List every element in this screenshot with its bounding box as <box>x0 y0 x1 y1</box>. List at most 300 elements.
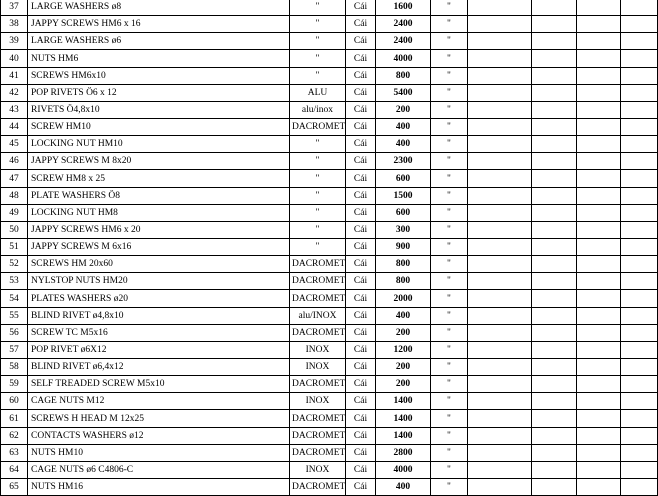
ditto-cell[interactable]: " <box>431 376 468 393</box>
row-number-cell[interactable]: 43 <box>1 101 28 118</box>
unit-cell[interactable]: Cái <box>346 358 376 375</box>
empty-cell[interactable] <box>621 0 658 16</box>
ditto-cell[interactable]: " <box>431 461 468 478</box>
empty-cell[interactable] <box>577 238 621 255</box>
empty-cell[interactable] <box>621 101 658 118</box>
row-number-cell[interactable]: 65 <box>1 478 28 495</box>
empty-cell[interactable] <box>468 16 532 33</box>
unit-cell[interactable]: Cái <box>346 67 376 84</box>
empty-cell[interactable] <box>621 84 658 101</box>
row-number-cell[interactable]: 59 <box>1 376 28 393</box>
empty-cell[interactable] <box>577 410 621 427</box>
empty-cell[interactable] <box>532 478 577 495</box>
material-cell[interactable]: DACROMET <box>290 478 346 495</box>
quantity-cell[interactable]: 1600 <box>376 0 431 16</box>
empty-cell[interactable] <box>532 290 577 307</box>
quantity-cell[interactable]: 2000 <box>376 290 431 307</box>
table-row <box>1 256 658 273</box>
material-cell[interactable]: DACROMET <box>290 273 346 290</box>
empty-cell[interactable] <box>577 221 621 238</box>
empty-cell[interactable] <box>577 67 621 84</box>
empty-cell[interactable] <box>621 290 658 307</box>
table-row <box>1 33 658 50</box>
empty-cell[interactable] <box>532 136 577 153</box>
ditto-cell[interactable]: " <box>431 256 468 273</box>
quantity-cell[interactable]: 2300 <box>376 153 431 170</box>
ditto-cell[interactable]: " <box>431 444 468 461</box>
empty-cell[interactable] <box>532 273 577 290</box>
quantity-cell[interactable]: 300 <box>376 221 431 238</box>
empty-cell[interactable] <box>621 256 658 273</box>
ditto-cell[interactable]: " <box>431 136 468 153</box>
empty-cell[interactable] <box>468 50 532 67</box>
row-number-cell[interactable]: 39 <box>1 33 28 50</box>
ditto-cell[interactable]: " <box>431 290 468 307</box>
material-cell[interactable]: DACROMET <box>290 290 346 307</box>
material-cell[interactable]: DACROMET <box>290 444 346 461</box>
empty-cell[interactable] <box>532 33 577 50</box>
table-row <box>1 324 658 341</box>
empty-cell[interactable] <box>577 187 621 204</box>
ditto-cell[interactable]: " <box>431 478 468 495</box>
empty-cell[interactable] <box>468 153 532 170</box>
empty-cell[interactable] <box>468 221 532 238</box>
empty-cell[interactable] <box>577 153 621 170</box>
quantity-cell[interactable]: 400 <box>376 118 431 135</box>
empty-cell[interactable] <box>532 461 577 478</box>
ditto-cell[interactable]: " <box>431 170 468 187</box>
empty-cell[interactable] <box>532 427 577 444</box>
empty-cell[interactable] <box>577 33 621 50</box>
item-name-cell[interactable]: NUTS HM10 <box>28 444 290 461</box>
unit-cell[interactable]: Cái <box>346 324 376 341</box>
empty-cell[interactable] <box>577 50 621 67</box>
quantity-cell[interactable]: 600 <box>376 170 431 187</box>
quantity-cell[interactable]: 800 <box>376 67 431 84</box>
empty-cell[interactable] <box>468 393 532 410</box>
material-cell[interactable]: " <box>290 170 346 187</box>
material-cell[interactable]: ALU <box>290 84 346 101</box>
ditto-cell[interactable]: " <box>431 410 468 427</box>
material-cell[interactable]: " <box>290 153 346 170</box>
empty-cell[interactable] <box>468 0 532 16</box>
item-name-cell[interactable]: BLIND RIVET ø4,8x10 <box>28 307 290 324</box>
empty-cell[interactable] <box>468 324 532 341</box>
empty-cell[interactable] <box>577 478 621 495</box>
row-number-cell[interactable]: 44 <box>1 118 28 135</box>
unit-cell[interactable]: Cái <box>346 478 376 495</box>
ditto-cell[interactable]: " <box>431 221 468 238</box>
empty-cell[interactable] <box>468 204 532 221</box>
ditto-cell[interactable]: " <box>431 101 468 118</box>
item-name-cell[interactable]: LOCKING NUT HM8 <box>28 204 290 221</box>
unit-cell[interactable]: Cái <box>346 170 376 187</box>
empty-cell[interactable] <box>621 204 658 221</box>
row-number-cell[interactable]: 57 <box>1 341 28 358</box>
empty-cell[interactable] <box>532 204 577 221</box>
material-cell[interactable]: DACROMET <box>290 118 346 135</box>
empty-cell[interactable] <box>577 118 621 135</box>
empty-cell[interactable] <box>468 444 532 461</box>
empty-cell[interactable] <box>577 393 621 410</box>
ditto-cell[interactable]: " <box>431 33 468 50</box>
ditto-cell[interactable]: " <box>431 67 468 84</box>
empty-cell[interactable] <box>532 50 577 67</box>
row-number-cell[interactable]: 51 <box>1 238 28 255</box>
item-name-cell[interactable]: POP RIVETS Ö6 x 12 <box>28 84 290 101</box>
quantity-cell[interactable]: 400 <box>376 307 431 324</box>
quantity-cell[interactable]: 4000 <box>376 50 431 67</box>
ditto-cell[interactable]: " <box>431 238 468 255</box>
empty-cell[interactable] <box>532 324 577 341</box>
material-cell[interactable]: INOX <box>290 393 346 410</box>
empty-cell[interactable] <box>621 376 658 393</box>
item-name-cell[interactable]: JAPPY SCREWS HM6 x 20 <box>28 221 290 238</box>
item-name-cell[interactable]: LOCKING NUT HM10 <box>28 136 290 153</box>
empty-cell[interactable] <box>577 461 621 478</box>
material-cell[interactable]: " <box>290 221 346 238</box>
material-cell[interactable]: " <box>290 204 346 221</box>
empty-cell[interactable] <box>621 410 658 427</box>
quantity-cell[interactable]: 1400 <box>376 410 431 427</box>
unit-cell[interactable]: Cái <box>346 153 376 170</box>
item-name-cell[interactable]: SCREW TC M5x16 <box>28 324 290 341</box>
empty-cell[interactable] <box>468 307 532 324</box>
quantity-cell[interactable]: 600 <box>376 204 431 221</box>
material-cell[interactable]: " <box>290 67 346 84</box>
material-cell[interactable]: DACROMET <box>290 376 346 393</box>
empty-cell[interactable] <box>577 204 621 221</box>
item-name-cell[interactable]: LARGE WASHERS ø8 <box>28 0 290 16</box>
ditto-cell[interactable]: " <box>431 84 468 101</box>
item-name-cell[interactable]: BLIND RIVET ø6,4x12 <box>28 358 290 375</box>
empty-cell[interactable] <box>468 136 532 153</box>
empty-cell[interactable] <box>621 221 658 238</box>
unit-cell[interactable]: Cái <box>346 444 376 461</box>
quantity-cell[interactable]: 2400 <box>376 33 431 50</box>
unit-cell[interactable]: Cái <box>346 393 376 410</box>
empty-cell[interactable] <box>577 427 621 444</box>
ditto-cell[interactable]: " <box>431 204 468 221</box>
unit-cell[interactable]: Cái <box>346 427 376 444</box>
ditto-cell[interactable]: " <box>431 427 468 444</box>
row-number-cell[interactable]: 62 <box>1 427 28 444</box>
item-name-cell[interactable]: SCREW HM10 <box>28 118 290 135</box>
empty-cell[interactable] <box>532 187 577 204</box>
empty-cell[interactable] <box>468 427 532 444</box>
ditto-cell[interactable]: " <box>431 16 468 33</box>
empty-cell[interactable] <box>468 256 532 273</box>
empty-cell[interactable] <box>468 84 532 101</box>
table-row <box>1 153 658 170</box>
empty-cell[interactable] <box>621 118 658 135</box>
row-number-cell[interactable]: 53 <box>1 273 28 290</box>
row-number-cell[interactable]: 45 <box>1 136 28 153</box>
material-cell[interactable]: INOX <box>290 358 346 375</box>
quantity-cell[interactable]: 4000 <box>376 461 431 478</box>
row-number-cell[interactable]: 46 <box>1 153 28 170</box>
ditto-cell[interactable]: " <box>431 393 468 410</box>
empty-cell[interactable] <box>532 101 577 118</box>
empty-cell[interactable] <box>621 273 658 290</box>
quantity-cell[interactable]: 800 <box>376 273 431 290</box>
item-name-cell[interactable]: JAPPY SCREWS M 6x16 <box>28 238 290 255</box>
empty-cell[interactable] <box>577 290 621 307</box>
unit-cell[interactable]: Cái <box>346 256 376 273</box>
ditto-cell[interactable]: " <box>431 358 468 375</box>
empty-cell[interactable] <box>577 307 621 324</box>
empty-cell[interactable] <box>468 170 532 187</box>
quantity-cell[interactable]: 2400 <box>376 16 431 33</box>
material-cell[interactable]: " <box>290 33 346 50</box>
unit-cell[interactable]: Cái <box>346 50 376 67</box>
empty-cell[interactable] <box>577 256 621 273</box>
empty-cell[interactable] <box>532 16 577 33</box>
material-cell[interactable]: " <box>290 187 346 204</box>
empty-cell[interactable] <box>577 136 621 153</box>
material-cell[interactable]: DACROMET <box>290 427 346 444</box>
row-number-cell[interactable]: 58 <box>1 358 28 375</box>
item-name-cell[interactable]: POP RIVET ø6X12 <box>28 341 290 358</box>
unit-cell[interactable]: Cái <box>346 136 376 153</box>
quantity-cell[interactable]: 1200 <box>376 341 431 358</box>
row-number-cell[interactable]: 48 <box>1 187 28 204</box>
material-cell[interactable]: alu/inox <box>290 101 346 118</box>
material-cell[interactable]: DACROMET <box>290 324 346 341</box>
row-number-cell[interactable]: 37 <box>1 0 28 16</box>
item-name-cell[interactable]: PLATE WASHERS Ö8 <box>28 187 290 204</box>
unit-cell[interactable]: Cái <box>346 410 376 427</box>
row-number-cell[interactable]: 41 <box>1 67 28 84</box>
empty-cell[interactable] <box>621 67 658 84</box>
table-row <box>1 170 658 187</box>
unit-cell[interactable]: Cái <box>346 84 376 101</box>
empty-cell[interactable] <box>532 67 577 84</box>
unit-cell[interactable]: Cái <box>346 204 376 221</box>
quantity-cell[interactable]: 800 <box>376 256 431 273</box>
item-name-cell[interactable]: JAPPY SCREWS M 8x20 <box>28 153 290 170</box>
empty-cell[interactable] <box>532 410 577 427</box>
unit-cell[interactable]: Cái <box>346 0 376 16</box>
empty-cell[interactable] <box>532 393 577 410</box>
row-number-cell[interactable]: 50 <box>1 221 28 238</box>
empty-cell[interactable] <box>621 461 658 478</box>
empty-cell[interactable] <box>621 341 658 358</box>
empty-cell[interactable] <box>577 444 621 461</box>
unit-cell[interactable]: Cái <box>346 290 376 307</box>
unit-cell[interactable]: Cái <box>346 16 376 33</box>
quantity-cell[interactable]: 400 <box>376 478 431 495</box>
empty-cell[interactable] <box>577 0 621 16</box>
ditto-cell[interactable]: " <box>431 273 468 290</box>
item-name-cell[interactable]: SELF TREADED SCREW M5x10 <box>28 376 290 393</box>
item-name-cell[interactable]: NUTS HM16 <box>28 478 290 495</box>
ditto-cell[interactable]: " <box>431 50 468 67</box>
quantity-cell[interactable]: 1500 <box>376 187 431 204</box>
row-number-cell[interactable]: 63 <box>1 444 28 461</box>
quantity-cell[interactable]: 200 <box>376 324 431 341</box>
ditto-cell[interactable]: " <box>431 187 468 204</box>
empty-cell[interactable] <box>621 307 658 324</box>
item-name-cell[interactable]: LARGE WASHERS ø6 <box>28 33 290 50</box>
empty-cell[interactable] <box>468 273 532 290</box>
row-number-cell[interactable]: 60 <box>1 393 28 410</box>
empty-cell[interactable] <box>532 376 577 393</box>
item-name-cell[interactable]: SCREW HM8 x 25 <box>28 170 290 187</box>
empty-cell[interactable] <box>621 444 658 461</box>
quantity-cell[interactable]: 200 <box>376 358 431 375</box>
material-cell[interactable]: alu/INOX <box>290 307 346 324</box>
empty-cell[interactable] <box>468 118 532 135</box>
item-name-cell[interactable]: SCREWS HM 20x60 <box>28 256 290 273</box>
empty-cell[interactable] <box>532 221 577 238</box>
row-number-cell[interactable]: 61 <box>1 410 28 427</box>
material-cell[interactable]: INOX <box>290 461 346 478</box>
empty-cell[interactable] <box>621 187 658 204</box>
empty-cell[interactable] <box>468 187 532 204</box>
item-name-cell[interactable]: CONTACTS WASHERS ø12 <box>28 427 290 444</box>
empty-cell[interactable] <box>532 341 577 358</box>
unit-cell[interactable]: Cái <box>346 101 376 118</box>
quantity-cell[interactable]: 2800 <box>376 444 431 461</box>
item-name-cell[interactable]: RIVETS Ö4,8x10 <box>28 101 290 118</box>
material-cell[interactable]: " <box>290 16 346 33</box>
empty-cell[interactable] <box>577 273 621 290</box>
empty-cell[interactable] <box>577 170 621 187</box>
table-row <box>1 410 658 427</box>
quantity-cell[interactable]: 1400 <box>376 427 431 444</box>
empty-cell[interactable] <box>532 0 577 16</box>
quantity-cell[interactable]: 5400 <box>376 84 431 101</box>
ditto-cell[interactable]: " <box>431 307 468 324</box>
unit-cell[interactable]: Cái <box>346 461 376 478</box>
empty-cell[interactable] <box>532 170 577 187</box>
row-number-cell[interactable]: 56 <box>1 324 28 341</box>
unit-cell[interactable]: Cái <box>346 187 376 204</box>
empty-cell[interactable] <box>468 238 532 255</box>
table-row <box>1 101 658 118</box>
item-name-cell[interactable]: PLATES WASHERS ø20 <box>28 290 290 307</box>
ditto-cell[interactable]: " <box>431 118 468 135</box>
item-name-cell[interactable]: CAGE NUTS M12 <box>28 393 290 410</box>
material-cell[interactable]: " <box>290 0 346 16</box>
empty-cell[interactable] <box>577 101 621 118</box>
empty-cell[interactable] <box>468 461 532 478</box>
unit-cell[interactable]: Cái <box>346 376 376 393</box>
empty-cell[interactable] <box>468 33 532 50</box>
empty-cell[interactable] <box>468 478 532 495</box>
empty-cell[interactable] <box>621 324 658 341</box>
item-name-cell[interactable]: SCREWS H HEAD M 12x25 <box>28 410 290 427</box>
empty-cell[interactable] <box>577 341 621 358</box>
empty-cell[interactable] <box>621 16 658 33</box>
empty-cell[interactable] <box>532 307 577 324</box>
empty-cell[interactable] <box>532 238 577 255</box>
ditto-cell[interactable]: " <box>431 153 468 170</box>
empty-cell[interactable] <box>577 16 621 33</box>
empty-cell[interactable] <box>621 136 658 153</box>
empty-cell[interactable] <box>532 84 577 101</box>
quantity-cell[interactable]: 900 <box>376 238 431 255</box>
empty-cell[interactable] <box>577 84 621 101</box>
row-number-cell[interactable]: 42 <box>1 84 28 101</box>
material-cell[interactable]: DACROMET <box>290 410 346 427</box>
material-cell[interactable]: DACROMET <box>290 256 346 273</box>
unit-cell[interactable]: Cái <box>346 307 376 324</box>
row-number-cell[interactable]: 49 <box>1 204 28 221</box>
empty-cell[interactable] <box>577 358 621 375</box>
empty-cell[interactable] <box>621 33 658 50</box>
empty-cell[interactable] <box>468 410 532 427</box>
empty-cell[interactable] <box>621 153 658 170</box>
empty-cell[interactable] <box>468 358 532 375</box>
empty-cell[interactable] <box>468 101 532 118</box>
ditto-cell[interactable]: " <box>431 341 468 358</box>
material-cell[interactable]: " <box>290 136 346 153</box>
material-cell[interactable]: " <box>290 238 346 255</box>
unit-cell[interactable]: Cái <box>346 341 376 358</box>
empty-cell[interactable] <box>577 324 621 341</box>
item-name-cell[interactable]: JAPPY SCREWS HM6 x 16 <box>28 16 290 33</box>
empty-cell[interactable] <box>532 153 577 170</box>
row-number-cell[interactable]: 64 <box>1 461 28 478</box>
table-row <box>1 118 658 135</box>
empty-cell[interactable] <box>468 376 532 393</box>
ditto-cell[interactable]: " <box>431 324 468 341</box>
empty-cell[interactable] <box>532 444 577 461</box>
row-number-cell[interactable]: 47 <box>1 170 28 187</box>
empty-cell[interactable] <box>532 118 577 135</box>
row-number-cell[interactable]: 40 <box>1 50 28 67</box>
row-number-cell[interactable]: 52 <box>1 256 28 273</box>
empty-cell[interactable] <box>621 238 658 255</box>
row-number-cell[interactable]: 55 <box>1 307 28 324</box>
quantity-cell[interactable]: 200 <box>376 101 431 118</box>
item-name-cell[interactable]: CAGE NUTS ø6 C4806-C <box>28 461 290 478</box>
row-number-cell[interactable]: 38 <box>1 16 28 33</box>
quantity-cell[interactable]: 1400 <box>376 393 431 410</box>
quantity-cell[interactable]: 200 <box>376 376 431 393</box>
empty-cell[interactable] <box>621 478 658 495</box>
empty-cell[interactable] <box>468 290 532 307</box>
empty-cell[interactable] <box>621 427 658 444</box>
unit-cell[interactable]: Cái <box>346 221 376 238</box>
material-cell[interactable]: " <box>290 50 346 67</box>
unit-cell[interactable]: Cái <box>346 238 376 255</box>
quantity-cell[interactable]: 400 <box>376 136 431 153</box>
item-name-cell[interactable]: NYLSTOP NUTS HM20 <box>28 273 290 290</box>
ditto-cell[interactable]: " <box>431 0 468 16</box>
item-name-cell[interactable]: SCREWS HM6x10 <box>28 67 290 84</box>
table-row <box>1 67 658 84</box>
unit-cell[interactable]: Cái <box>346 118 376 135</box>
unit-cell[interactable]: Cái <box>346 273 376 290</box>
item-name-cell[interactable]: NUTS HM6 <box>28 50 290 67</box>
empty-cell[interactable] <box>577 376 621 393</box>
empty-cell[interactable] <box>621 358 658 375</box>
empty-cell[interactable] <box>532 256 577 273</box>
empty-cell[interactable] <box>532 358 577 375</box>
empty-cell[interactable] <box>621 393 658 410</box>
unit-cell[interactable]: Cái <box>346 33 376 50</box>
empty-cell[interactable] <box>621 170 658 187</box>
material-cell[interactable]: INOX <box>290 341 346 358</box>
row-number-cell[interactable]: 54 <box>1 290 28 307</box>
table-row <box>1 136 658 153</box>
empty-cell[interactable] <box>468 341 532 358</box>
empty-cell[interactable] <box>621 50 658 67</box>
empty-cell[interactable] <box>468 67 532 84</box>
